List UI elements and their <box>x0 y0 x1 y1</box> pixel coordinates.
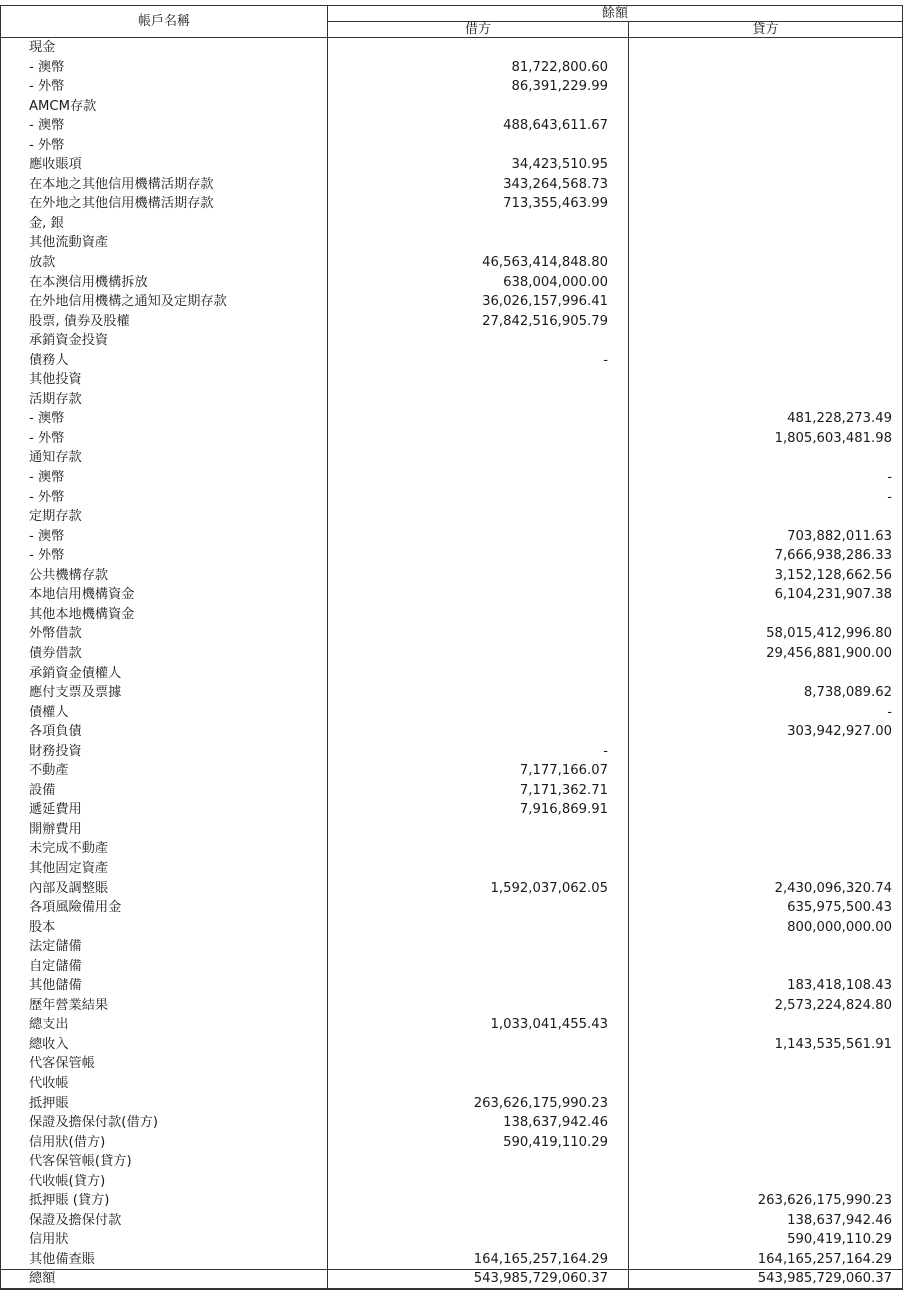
credit-cell <box>629 273 903 293</box>
debit-cell <box>328 976 629 996</box>
account-name-cell: 在本澳信用機構拆放 <box>1 273 328 293</box>
total-debit: 543,985,729,060.37 <box>328 1270 629 1290</box>
account-name-cell: 代客保管帳 <box>1 1054 328 1074</box>
account-name-cell: 應付支票及票據 <box>1 683 328 703</box>
debit-cell: - <box>328 742 629 762</box>
account-name-cell: 在本地之其他信用機構活期存款 <box>1 175 328 195</box>
ledger-row <box>1 1211 903 1231</box>
credit-cell: 800,000,000.00 <box>629 918 903 938</box>
credit-cell <box>629 214 903 234</box>
ledger-row <box>1 859 903 879</box>
credit-cell <box>629 253 903 273</box>
debit-cell: 7,171,362.71 <box>328 781 629 801</box>
debit-cell: 36,026,157,996.41 <box>328 292 629 312</box>
ledger-row <box>1 175 903 195</box>
ledger-row <box>1 429 903 449</box>
credit-cell <box>629 664 903 684</box>
ledger-row <box>1 585 903 605</box>
debit-cell <box>328 331 629 351</box>
credit-cell: 138,637,942.46 <box>629 1211 903 1231</box>
ledger-row <box>1 194 903 214</box>
ledger-row <box>1 214 903 234</box>
debit-cell <box>328 605 629 625</box>
account-name-cell: 財務投資 <box>1 742 328 762</box>
credit-cell <box>629 761 903 781</box>
account-name-cell: 開辦費用 <box>1 820 328 840</box>
credit-cell: 481,228,273.49 <box>629 409 903 429</box>
account-name-cell: 內部及調整賬 <box>1 879 328 899</box>
credit-cell <box>629 370 903 390</box>
debit-cell <box>328 1054 629 1074</box>
account-name-cell: 設備 <box>1 781 328 801</box>
debit-cell <box>328 390 629 410</box>
ledger-row <box>1 664 903 684</box>
account-name-cell: - 外幣 <box>1 77 328 97</box>
credit-cell <box>629 937 903 957</box>
ledger-row <box>1 448 903 468</box>
account-name-cell: 定期存款 <box>1 507 328 527</box>
ledger-row <box>1 1230 903 1250</box>
credit-cell <box>629 312 903 332</box>
ledger-row <box>1 292 903 312</box>
account-name-cell: 在外地信用機構之通知及定期存款 <box>1 292 328 312</box>
account-name-cell: 自定儲備 <box>1 957 328 977</box>
account-name-cell: - 外幣 <box>1 546 328 566</box>
credit-cell: 58,015,412,996.80 <box>629 624 903 644</box>
ledger-row <box>1 1172 903 1192</box>
credit-cell <box>629 957 903 977</box>
credit-cell <box>629 1133 903 1153</box>
credit-cell <box>629 175 903 195</box>
credit-cell <box>629 1074 903 1094</box>
debit-cell <box>328 409 629 429</box>
account-name-cell: 現金 <box>1 38 328 58</box>
account-name-cell: 保證及擔保付款(借方) <box>1 1113 328 1133</box>
account-name-cell: - 外幣 <box>1 136 328 156</box>
account-name-header: 帳戶名稱 <box>1 6 328 38</box>
ledger-row <box>1 77 903 97</box>
account-name-cell: 債券借款 <box>1 644 328 664</box>
ledger-row <box>1 97 903 117</box>
debit-cell <box>328 233 629 253</box>
credit-cell: - <box>629 468 903 488</box>
ledger-row <box>1 1054 903 1074</box>
credit-cell <box>629 38 903 58</box>
credit-cell: 8,738,089.62 <box>629 683 903 703</box>
debit-cell: 590,419,110.29 <box>328 1133 629 1153</box>
credit-cell <box>629 194 903 214</box>
balance-header: 餘額 <box>328 6 903 22</box>
credit-cell: 303,942,927.00 <box>629 722 903 742</box>
debit-cell <box>328 468 629 488</box>
debit-cell <box>328 859 629 879</box>
ledger-row <box>1 742 903 762</box>
ledger-row <box>1 58 903 78</box>
debit-cell: 27,842,516,905.79 <box>328 312 629 332</box>
ledger-row <box>1 722 903 742</box>
debit-cell <box>328 1074 629 1094</box>
debit-cell <box>328 97 629 117</box>
credit-cell <box>629 1054 903 1074</box>
ledger-row <box>1 116 903 136</box>
account-name-cell: 不動產 <box>1 761 328 781</box>
credit-cell <box>629 1172 903 1192</box>
ledger-body <box>1 38 903 1270</box>
account-name-cell: 保證及擔保付款 <box>1 1211 328 1231</box>
debit-cell <box>328 1230 629 1250</box>
ledger-row <box>1 820 903 840</box>
account-name-cell: 總收入 <box>1 1035 328 1055</box>
debit-cell <box>328 898 629 918</box>
ledger-row <box>1 683 903 703</box>
ledger-row <box>1 996 903 1016</box>
ledger-row <box>1 1250 903 1270</box>
account-name-cell: 公共機構存款 <box>1 566 328 586</box>
debit-cell <box>328 429 629 449</box>
account-name-cell: - 外幣 <box>1 429 328 449</box>
account-name-cell: 通知存款 <box>1 448 328 468</box>
ledger-row <box>1 800 903 820</box>
debit-cell <box>328 1035 629 1055</box>
ledger-row <box>1 1015 903 1035</box>
account-name-cell: 其他本地機構資金 <box>1 605 328 625</box>
ledger-row <box>1 507 903 527</box>
account-name-cell: 總支出 <box>1 1015 328 1035</box>
ledger-row <box>1 1094 903 1114</box>
credit-cell <box>629 116 903 136</box>
ledger-row <box>1 38 903 58</box>
ledger-row <box>1 624 903 644</box>
account-name-cell: 金, 銀 <box>1 214 328 234</box>
credit-cell <box>629 390 903 410</box>
account-name-cell: 未完成不動產 <box>1 839 328 859</box>
ledger-row <box>1 527 903 547</box>
ledger-row <box>1 1113 903 1133</box>
ledger-row <box>1 937 903 957</box>
debit-cell <box>328 722 629 742</box>
debit-cell <box>328 839 629 859</box>
account-name-cell: 外幣借款 <box>1 624 328 644</box>
credit-cell: 2,430,096,320.74 <box>629 879 903 899</box>
account-name-cell: 遞延費用 <box>1 800 328 820</box>
ledger-row <box>1 1152 903 1172</box>
account-name-cell: 法定儲備 <box>1 937 328 957</box>
debit-cell <box>328 664 629 684</box>
account-name-cell: 信用狀 <box>1 1230 328 1250</box>
ledger-row <box>1 468 903 488</box>
ledger-row <box>1 761 903 781</box>
credit-cell: 29,456,881,900.00 <box>629 644 903 664</box>
debit-cell <box>328 370 629 390</box>
account-name-cell: 代客保管帳(貸方) <box>1 1152 328 1172</box>
debit-cell <box>328 38 629 58</box>
account-name-cell: AMCM存款 <box>1 97 328 117</box>
debit-cell: 1,592,037,062.05 <box>328 879 629 899</box>
ledger-row <box>1 136 903 156</box>
account-name-cell: 活期存款 <box>1 390 328 410</box>
ledger-row <box>1 233 903 253</box>
credit-header: 貸方 <box>629 22 903 38</box>
account-name-cell: 股本 <box>1 918 328 938</box>
account-name-cell: 其他固定資產 <box>1 859 328 879</box>
debit-cell: 138,637,942.46 <box>328 1113 629 1133</box>
ledger-row <box>1 312 903 332</box>
ledger-row <box>1 1035 903 1055</box>
account-name-cell: 應收賬項 <box>1 155 328 175</box>
debit-cell: 638,004,000.00 <box>328 273 629 293</box>
credit-cell <box>629 331 903 351</box>
ledger-row <box>1 1133 903 1153</box>
balance-sheet <box>0 5 902 1290</box>
account-name-cell: - 澳幣 <box>1 116 328 136</box>
debit-cell: 343,264,568.73 <box>328 175 629 195</box>
account-name-cell: 代收帳 <box>1 1074 328 1094</box>
credit-cell <box>629 800 903 820</box>
ledger-row <box>1 546 903 566</box>
account-name-cell: - 外幣 <box>1 488 328 508</box>
credit-cell: - <box>629 703 903 723</box>
ledger-row <box>1 1074 903 1094</box>
ledger-row <box>1 351 903 371</box>
credit-cell <box>629 839 903 859</box>
debit-cell <box>328 624 629 644</box>
debit-cell: - <box>328 351 629 371</box>
credit-cell <box>629 136 903 156</box>
debit-cell: 713,355,463.99 <box>328 194 629 214</box>
ledger-row <box>1 409 903 429</box>
credit-cell: 6,104,231,907.38 <box>629 585 903 605</box>
debit-cell: 164,165,257,164.29 <box>328 1250 629 1270</box>
credit-cell: 3,152,128,662.56 <box>629 566 903 586</box>
credit-cell: 183,418,108.43 <box>629 976 903 996</box>
ledger-row <box>1 331 903 351</box>
credit-cell <box>629 742 903 762</box>
ledger-table <box>0 5 903 1290</box>
account-name-cell: 抵押賬 <box>1 1094 328 1114</box>
debit-cell <box>328 214 629 234</box>
debit-cell: 86,391,229.99 <box>328 77 629 97</box>
credit-cell <box>629 1094 903 1114</box>
account-name-cell: 代收帳(貸方) <box>1 1172 328 1192</box>
credit-cell <box>629 448 903 468</box>
debit-cell <box>328 1191 629 1211</box>
debit-cell <box>328 1211 629 1231</box>
account-name-cell: 其他備查賬 <box>1 1250 328 1270</box>
account-name-cell: - 澳幣 <box>1 468 328 488</box>
credit-cell: 635,975,500.43 <box>629 898 903 918</box>
ledger-row <box>1 566 903 586</box>
debit-cell <box>328 527 629 547</box>
credit-cell <box>629 820 903 840</box>
ledger-row <box>1 976 903 996</box>
debit-cell <box>328 820 629 840</box>
credit-cell <box>629 1015 903 1035</box>
account-name-cell: - 澳幣 <box>1 58 328 78</box>
account-name-cell: 信用狀(借方) <box>1 1133 328 1153</box>
credit-cell <box>629 859 903 879</box>
account-name-cell: 各項負債 <box>1 722 328 742</box>
debit-cell <box>328 566 629 586</box>
ledger-row <box>1 155 903 175</box>
ledger-row <box>1 253 903 273</box>
ledger-row <box>1 390 903 410</box>
account-name-cell: 本地信用機構資金 <box>1 585 328 605</box>
account-name-cell: 其他儲備 <box>1 976 328 996</box>
debit-cell <box>328 644 629 664</box>
debit-cell: 34,423,510.95 <box>328 155 629 175</box>
account-name-cell: 在外地之其他信用機構活期存款 <box>1 194 328 214</box>
ledger-row <box>1 273 903 293</box>
credit-cell <box>629 155 903 175</box>
account-name-cell: 放款 <box>1 253 328 273</box>
ledger-row <box>1 488 903 508</box>
debit-cell <box>328 937 629 957</box>
debit-cell <box>328 448 629 468</box>
credit-cell: 2,573,224,824.80 <box>629 996 903 1016</box>
ledger-row <box>1 879 903 899</box>
credit-cell: 590,419,110.29 <box>629 1230 903 1250</box>
account-name-cell: 債權人 <box>1 703 328 723</box>
debit-cell <box>328 488 629 508</box>
ledger-row <box>1 898 903 918</box>
account-name-cell: 股票, 債券及股權 <box>1 312 328 332</box>
credit-cell: 164,165,257,164.29 <box>629 1250 903 1270</box>
debit-cell: 488,643,611.67 <box>328 116 629 136</box>
account-name-cell: 抵押賬 (貸方) <box>1 1191 328 1211</box>
debit-cell <box>328 1152 629 1172</box>
debit-cell <box>328 585 629 605</box>
debit-cell: 263,626,175,990.23 <box>328 1094 629 1114</box>
credit-cell <box>629 292 903 312</box>
credit-cell <box>629 351 903 371</box>
account-name-cell: 承銷資金債權人 <box>1 664 328 684</box>
credit-cell <box>629 97 903 117</box>
credit-cell <box>629 77 903 97</box>
ledger-row <box>1 839 903 859</box>
ledger-row <box>1 370 903 390</box>
credit-cell: 1,805,603,481.98 <box>629 429 903 449</box>
debit-header: 借方 <box>328 22 629 38</box>
account-name-cell: 承銷資金投資 <box>1 331 328 351</box>
credit-cell <box>629 781 903 801</box>
debit-cell <box>328 957 629 977</box>
debit-cell: 7,916,869.91 <box>328 800 629 820</box>
debit-cell <box>328 507 629 527</box>
ledger-row <box>1 781 903 801</box>
credit-cell: 263,626,175,990.23 <box>629 1191 903 1211</box>
debit-cell <box>328 546 629 566</box>
debit-cell: 46,563,414,848.80 <box>328 253 629 273</box>
total-label: 總額 <box>1 1270 328 1290</box>
debit-cell <box>328 1172 629 1192</box>
account-name-cell: - 澳幣 <box>1 527 328 547</box>
credit-cell <box>629 605 903 625</box>
credit-cell: 1,143,535,561.91 <box>629 1035 903 1055</box>
ledger-row <box>1 703 903 723</box>
credit-cell <box>629 58 903 78</box>
debit-cell <box>328 683 629 703</box>
account-name-cell: - 澳幣 <box>1 409 328 429</box>
account-name-cell: 各項風險備用金 <box>1 898 328 918</box>
credit-cell: - <box>629 488 903 508</box>
credit-cell <box>629 233 903 253</box>
debit-cell <box>328 703 629 723</box>
debit-cell <box>328 136 629 156</box>
debit-cell: 1,033,041,455.43 <box>328 1015 629 1035</box>
ledger-row <box>1 644 903 664</box>
account-name-cell: 其他投資 <box>1 370 328 390</box>
ledger-row <box>1 605 903 625</box>
ledger-row <box>1 918 903 938</box>
total-credit: 543,985,729,060.37 <box>629 1270 903 1290</box>
debit-cell: 7,177,166.07 <box>328 761 629 781</box>
credit-cell <box>629 507 903 527</box>
debit-cell <box>328 918 629 938</box>
ledger-row <box>1 957 903 977</box>
account-name-cell: 債務人 <box>1 351 328 371</box>
debit-cell <box>328 996 629 1016</box>
debit-cell: 81,722,800.60 <box>328 58 629 78</box>
credit-cell <box>629 1152 903 1172</box>
credit-cell: 703,882,011.63 <box>629 527 903 547</box>
credit-cell <box>629 1113 903 1133</box>
account-name-cell: 歷年營業結果 <box>1 996 328 1016</box>
ledger-row <box>1 1191 903 1211</box>
account-name-cell: 其他流動資產 <box>1 233 328 253</box>
credit-cell: 7,666,938,286.33 <box>629 546 903 566</box>
